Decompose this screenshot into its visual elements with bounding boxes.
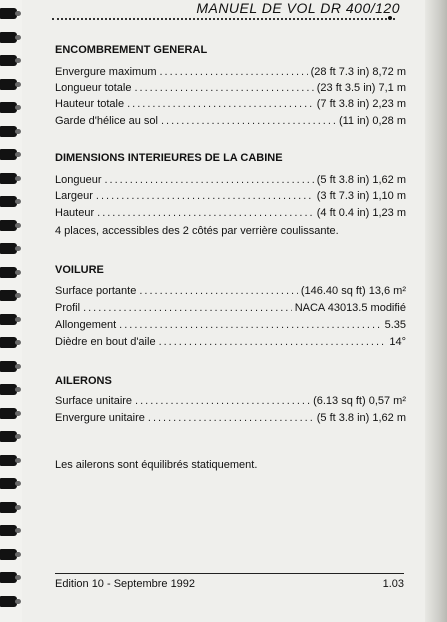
spec-label: Allongement xyxy=(55,319,117,331)
section-title-encombrement: ENCOMBREMENT GENERAL xyxy=(55,44,208,56)
spec-label: Hauteur totale xyxy=(55,98,125,110)
binding-ring xyxy=(0,525,17,536)
binding-ring xyxy=(0,549,17,560)
spec-label: Envergure unitaire xyxy=(55,412,145,424)
binding-ring xyxy=(0,314,17,325)
spec-label: Longueur xyxy=(55,174,102,186)
binding-ring xyxy=(0,79,17,90)
spec-row xyxy=(55,115,406,130)
spec-row xyxy=(55,98,406,113)
spec-row xyxy=(55,336,406,351)
binding-ring xyxy=(0,126,17,137)
spec-label: Envergure maximum xyxy=(55,66,157,78)
binding-ring xyxy=(0,8,17,19)
spec-label: Garde d'hélice au sol xyxy=(55,115,158,127)
section-title-voilure: VOILURE xyxy=(55,264,104,276)
spec-value: NACA 43013.5 modifié xyxy=(294,302,406,314)
spec-label: Surface unitaire xyxy=(55,395,133,407)
spec-label: Surface portante xyxy=(55,285,137,297)
spec-value: (3 ft 7.3 in) 1,10 m xyxy=(316,190,406,202)
header-dot xyxy=(388,16,392,20)
binding-ring xyxy=(0,173,17,184)
spec-row xyxy=(55,66,406,81)
spec-label: Hauteur xyxy=(55,207,95,219)
edition-label: Edition 10 - Septembre 1992 xyxy=(55,578,196,590)
spec-label: Longueur totale xyxy=(55,82,132,94)
spec-value: 5.35 xyxy=(384,319,406,331)
binding-ring xyxy=(0,431,17,442)
spec-row xyxy=(55,190,406,205)
spec-row xyxy=(55,207,406,222)
spec-value: (11 in) 0,28 m xyxy=(338,115,406,127)
spec-value: (23 ft 3.5 in) 7,1 m xyxy=(316,82,406,94)
binding-ring xyxy=(0,596,17,607)
spec-value: (146.40 sq ft) 13,6 m² xyxy=(300,285,406,297)
page-edge-shadow xyxy=(425,0,447,622)
section-title-cabine: DIMENSIONS INTERIEURES DE LA CABINE xyxy=(55,152,283,164)
binding-ring xyxy=(0,220,17,231)
binding-ring xyxy=(0,102,17,113)
spiral-binding xyxy=(0,0,22,622)
spec-value: 14° xyxy=(389,336,406,348)
binding-ring xyxy=(0,196,17,207)
binding-ring xyxy=(0,267,17,278)
footer-divider xyxy=(55,573,404,574)
binding-ring xyxy=(0,478,17,489)
spec-value: (28 ft 7.3 in) 8,72 m xyxy=(310,66,406,78)
manual-title: MANUEL DE VOL DR 400/120 xyxy=(196,0,400,16)
binding-ring xyxy=(0,502,17,513)
binding-ring xyxy=(0,337,17,348)
spec-value: (5 ft 3.8 in) 1,62 m xyxy=(316,412,406,424)
binding-ring xyxy=(0,361,17,372)
spec-row xyxy=(55,412,406,427)
page-number: 1.03 xyxy=(382,578,404,590)
section-title-ailerons: AILERONS xyxy=(55,375,112,387)
binding-ring xyxy=(0,384,17,395)
binding-ring xyxy=(0,455,17,466)
spec-label: Profil xyxy=(55,302,81,314)
binding-ring xyxy=(0,572,17,583)
spec-row xyxy=(55,174,406,189)
spec-row xyxy=(55,395,406,410)
spec-value: (5 ft 3.8 in) 1,62 m xyxy=(316,174,406,186)
spec-row xyxy=(55,285,406,300)
binding-ring xyxy=(0,32,17,43)
binding-ring xyxy=(0,149,17,160)
ailerons-note: Les ailerons sont équilibrés statiquement. xyxy=(55,459,258,471)
spec-row xyxy=(55,302,406,317)
spec-label: Dièdre en bout d'aile xyxy=(55,336,156,348)
binding-ring xyxy=(0,55,17,66)
header-divider xyxy=(52,18,395,20)
spec-value: (4 ft 0.4 in) 1,23 m xyxy=(316,207,406,219)
spec-row xyxy=(55,319,406,334)
binding-ring xyxy=(0,408,17,419)
spec-value: (6.13 sq ft) 0,57 m² xyxy=(313,395,406,407)
spec-row xyxy=(55,82,406,97)
cabine-note: 4 places, accessibles des 2 côtés par verrière coulissante. xyxy=(55,225,339,237)
spec-label: Largeur xyxy=(55,190,93,202)
binding-ring xyxy=(0,290,17,301)
binding-ring xyxy=(0,243,17,254)
spec-value: (7 ft 3.8 in) 2,23 m xyxy=(316,98,406,110)
